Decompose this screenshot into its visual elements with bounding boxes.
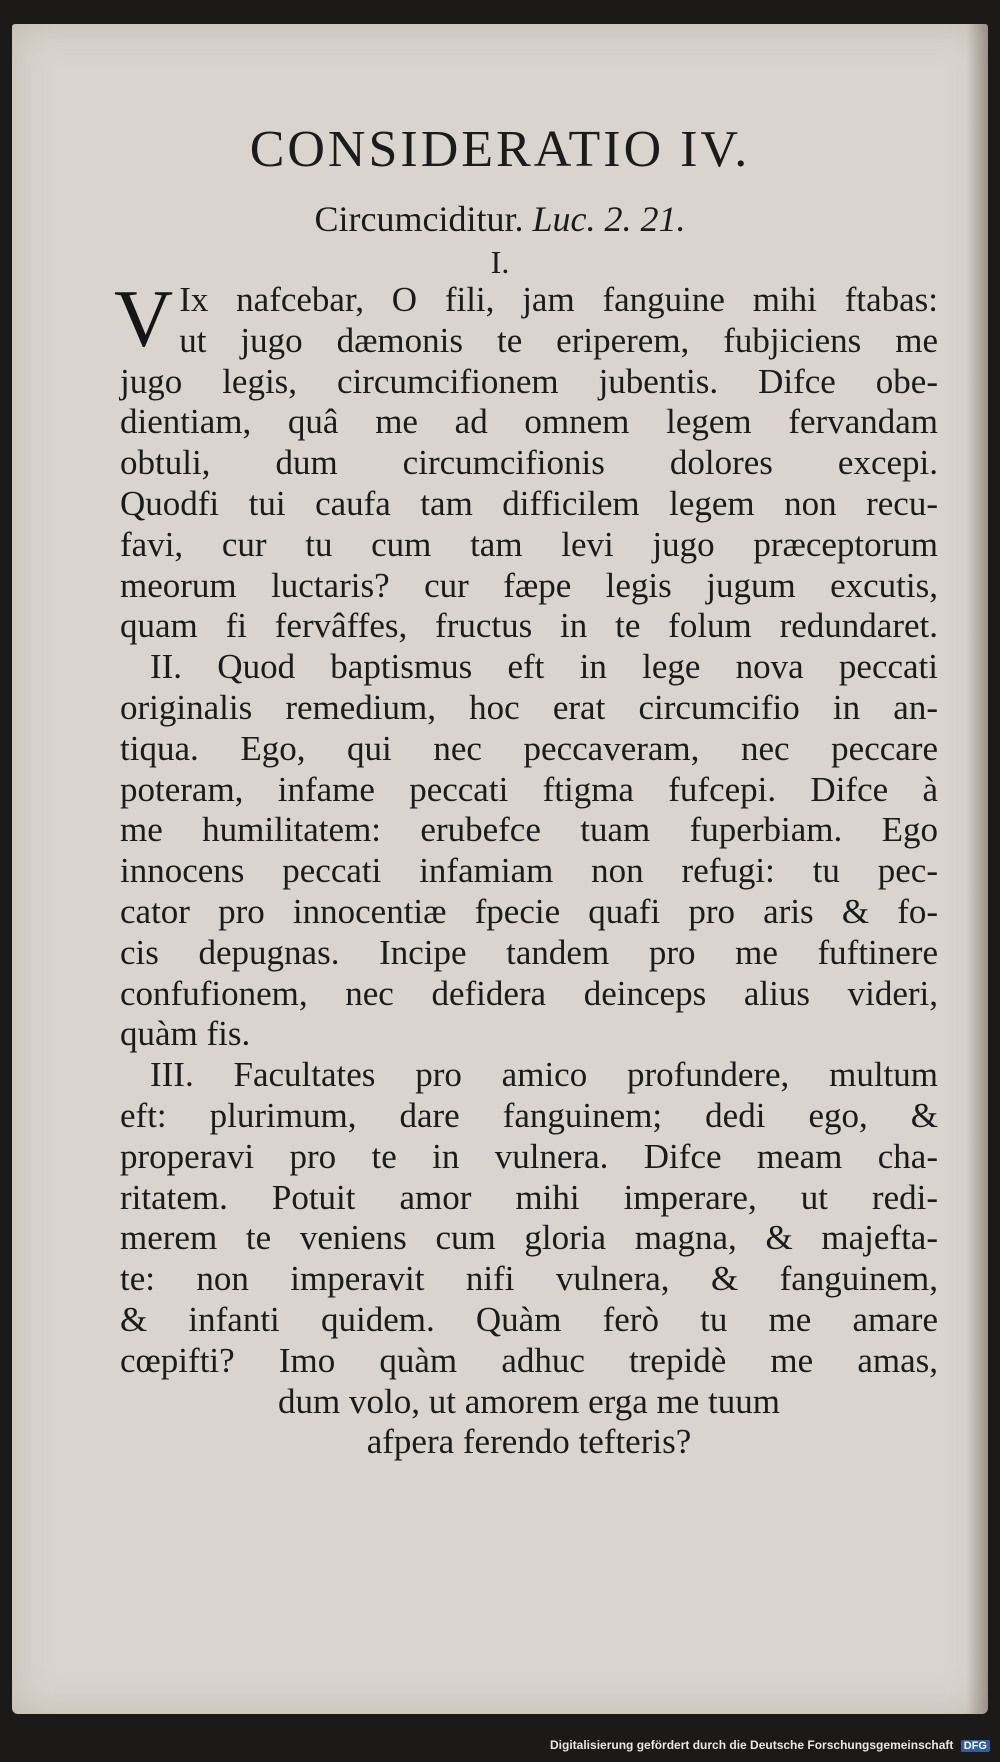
text-line: cis depugnas. Incipe tandem pro me fuftinere (120, 932, 938, 972)
text-line: merem te veniens cum gloria magna, & majefta- (120, 1218, 938, 1258)
text-line: originalis remedium, hoc erat circumcifio in an- (120, 687, 938, 727)
text-line: Ix nafcebar, O fili, jam fanguine mihi ftabas: (179, 280, 938, 319)
paragraph-two (120, 647, 938, 1055)
text-line: me humilitatem: erubefce tuam fuperbiam. Ego (120, 810, 938, 850)
text-line: cator pro innocentiæ fpecie quafi pro aris & fo- (120, 891, 938, 931)
paragraph-three (120, 1055, 938, 1463)
text-line: eft: plurimum, dare fanguinem; dedi ego, & (120, 1095, 938, 1135)
section-numeral: I. (490, 244, 510, 280)
text-line: Quodfi tui caufa tam difficilem legem non recu- (120, 483, 938, 523)
text-line: dum volo, ut amorem erga me tuum (278, 1381, 780, 1421)
text-line: ritatem. Potuit amor mihi imperare, ut redi- (120, 1177, 938, 1217)
text-line: innocens peccati infamiam non refugi: tu pec- (120, 851, 938, 891)
drop-cap: V (114, 273, 174, 364)
text-line: meorum luctaris? cur fæpe legis jugum excutis, (120, 565, 938, 605)
text-line: properavi pro te in vulnera. Difce meam cha- (120, 1136, 938, 1176)
text-line: favi, cur tu cum tam levi jugo præceptorum (120, 524, 938, 564)
book-page (12, 24, 988, 1714)
text-line: confufionem, nec defidera deinceps alius videri, (120, 973, 938, 1013)
text-line: & infanti quidem. Quàm ferò tu me amare (120, 1299, 938, 1339)
dfg-logo: DFG (961, 1740, 990, 1752)
digitization-credit (550, 1738, 990, 1752)
text-line: ut jugo dæmonis te eriperem, fubjiciens me (179, 320, 938, 360)
text-line: cœpifti? Imo quàm adhuc trepidè me amas, (120, 1340, 938, 1380)
text-line: te: non imperavit nifi vulnera, & fanguinem, (120, 1259, 938, 1299)
scripture-reference: Luc. 2. 21. (532, 199, 686, 239)
text-line: quam fi fervâffes, fructus in te folum redundaret. (120, 606, 938, 646)
text-line: II. Quod baptismus eft in lege nova peccati (150, 647, 938, 687)
page-subtitle (12, 198, 988, 240)
text-line: jugo legis, circumcifionem jubentis. Difce obe- (120, 361, 938, 401)
text-body (114, 273, 938, 1463)
page-title: CONSIDERATIO IV. (249, 121, 751, 178)
paragraph-one (114, 273, 938, 647)
text-line: dientiam, quâ me ad omnem legem fervandam (120, 402, 938, 442)
text-line: obtuli, dum circumcifionis dolores excepi. (120, 443, 938, 483)
subtitle-text: Circumciditur. (314, 199, 524, 239)
text-line: poteram, infame peccati ftigma fufcepi. Difce à (120, 769, 938, 809)
text-line: tiqua. Ego, qui nec peccaveram, nec peccare (120, 728, 938, 768)
text-line: quàm fis. (120, 1014, 251, 1054)
credit-text: Digitalisierung gefördert durch die Deutsche Forschungsgemeinschaft (550, 1738, 954, 1752)
text-line: afpera ferendo tefteris? (366, 1422, 692, 1462)
text-line: III. Facultates pro amico profundere, multum (150, 1055, 938, 1095)
